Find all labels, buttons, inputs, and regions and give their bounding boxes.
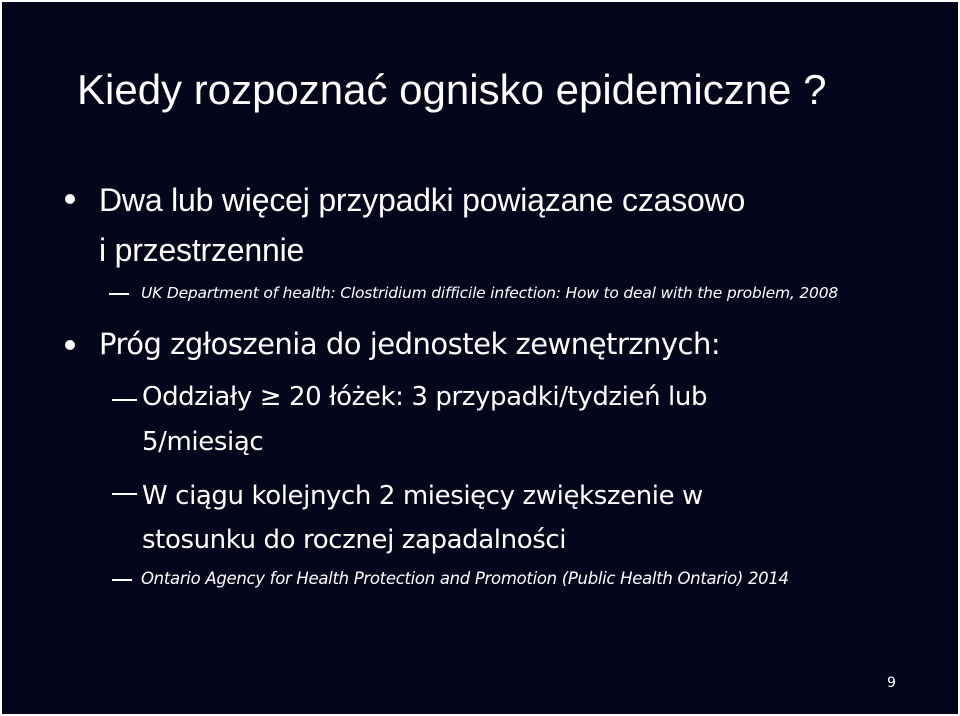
page-number: 9 (887, 675, 896, 691)
dash-marker (112, 399, 137, 401)
bullet-dot (65, 340, 75, 350)
dash-marker (109, 293, 129, 295)
sub2-line1: W ciągu kolejnych 2 miesięcy zwiększenie w (142, 481, 703, 511)
dash-marker (112, 579, 132, 581)
dash-marker (112, 493, 137, 495)
bullet1-reference: UK Department of health: Clostridium difficile infection: How to deal with the problem, 2008 (141, 284, 839, 302)
bullet2-reference: Ontario Agency for Health Protection and Promotion (Public Health Ontario) 2014 (141, 569, 789, 588)
slide (2, 2, 958, 714)
slide-title: Kiedy rozpoznać ognisko epidemiczne ? (77, 66, 827, 113)
bullet1-line1: Dwa lub więcej przypadki powiązane czasowo (99, 182, 746, 218)
bullet-dot (65, 194, 75, 204)
sub1-line1: Oddziały ≥ 20 łóżek: 3 przypadki/tydzień lub (142, 382, 708, 412)
sub1-line2: 5/miesiąc (142, 427, 264, 457)
sub2-line2: stosunku do rocznej zapadalności (142, 525, 567, 555)
bullet1-line2: i przestrzennie (99, 232, 305, 268)
bullet2-text: Próg zgłoszenia do jednostek zewnętrznych: (99, 327, 721, 361)
